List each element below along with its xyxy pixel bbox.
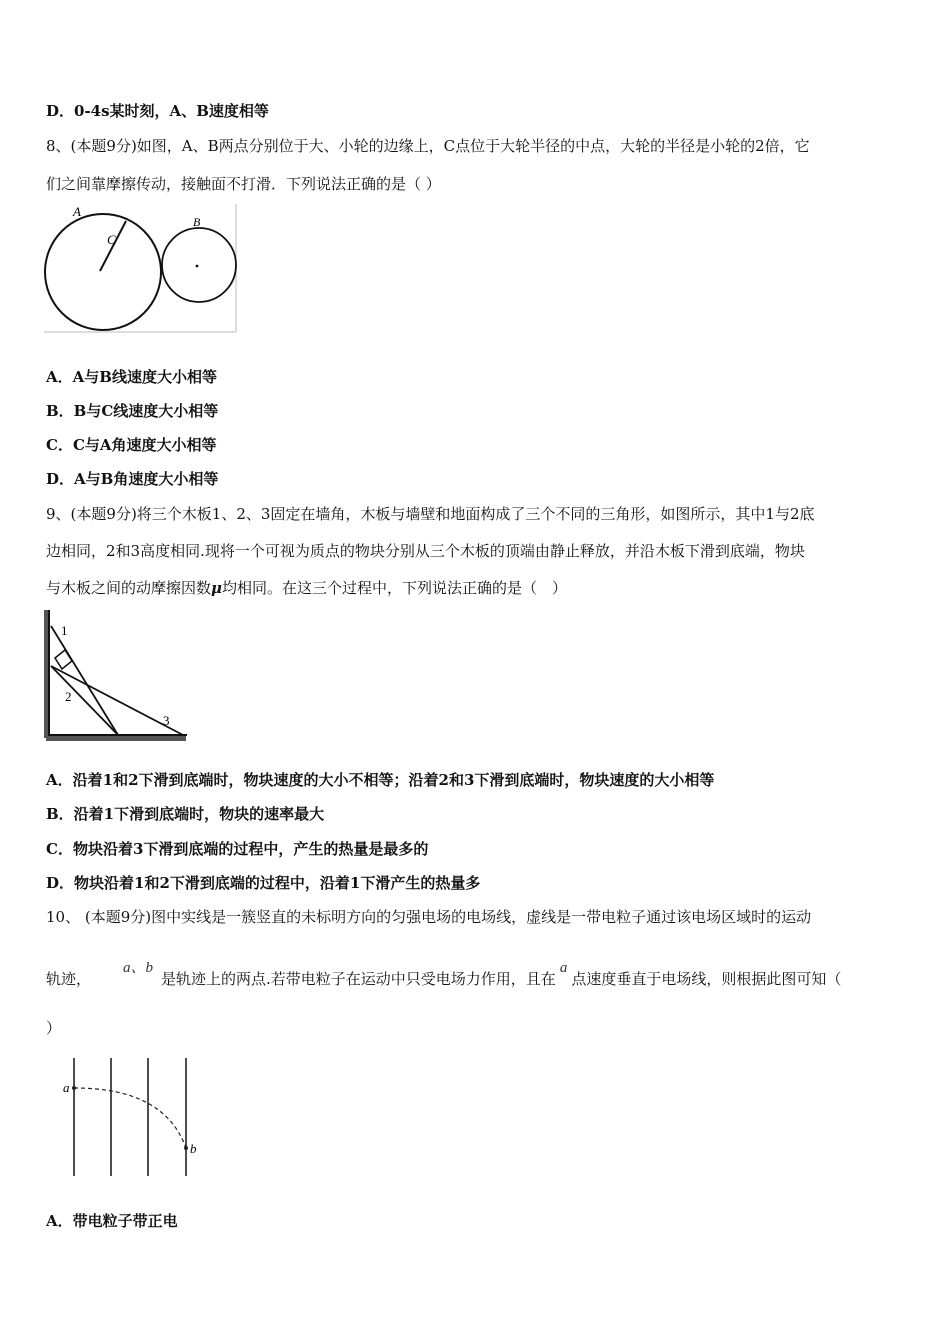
q10-stem-line1: 10、 (本题9分)图中实线是一簇竖直的未标明方向的匀强电场的电场线，虚线是一带电粒子通过该电场区域时的运动 <box>46 908 812 926</box>
q9-stem-line3 <box>46 578 567 598</box>
board-2 <box>51 666 118 735</box>
label-a: A <box>73 204 81 219</box>
block <box>55 650 72 669</box>
q10-stem-line2-post: 点速度垂直于电场线，则根据此图可知（ <box>571 970 842 988</box>
q8-option-d: D．A与B角速度大小相等 <box>46 470 219 488</box>
small-wheel <box>162 228 236 302</box>
mu-symbol: μ <box>211 579 222 597</box>
label-a: a <box>63 1080 70 1095</box>
label-2: 2 <box>65 689 72 704</box>
q8-pulley-figure <box>44 202 240 334</box>
q7-option-d: D．0-4s某时刻，A、B速度相等 <box>46 102 269 120</box>
q9-option-b: B．沿着1下滑到底端时，物块的速率最大 <box>46 805 325 823</box>
point-a <box>72 1086 76 1090</box>
floor-hatch <box>46 736 186 741</box>
q10-stem-line2-mid: 是轨迹上的两点.若带电粒子在运动中只受电场力作用，且在 <box>161 970 556 988</box>
q9-option-c: C．物块沿着3下滑到底端的过程中，产生的热量是最多的 <box>46 840 429 858</box>
label-1: 1 <box>61 623 68 638</box>
q10-field-figure <box>58 1052 208 1180</box>
wall-hatch <box>44 610 48 738</box>
a-symbol: a <box>559 960 568 976</box>
large-wheel <box>45 214 161 330</box>
q8-option-a: A．A与B线速度大小相等 <box>46 368 217 386</box>
q10-stem-line2 <box>46 960 842 990</box>
q8-option-c: C．C与A角速度大小相等 <box>46 436 217 454</box>
q8-option-b: B．B与C线速度大小相等 <box>46 402 219 420</box>
board-1 <box>51 626 118 735</box>
q10-stem-line2-pre: 轨迹， <box>46 970 92 988</box>
q9-stem-line2: 边相同，2和3高度相同.现将一个可视为质点的物块分别从三个木板的顶端由静止释放，并沿木板下滑到底端，物块 <box>46 542 805 560</box>
q10-stem-line3: ） <box>46 1019 62 1037</box>
q9-stem-line1: 9、(本题9分)将三个木板1、2、3固定在墙角，木板与墙壁和地面构成了三个不同的三角形，如图所示，其中1与2底 <box>46 505 815 523</box>
ab-symbols: a、b <box>123 960 154 976</box>
trajectory <box>74 1088 186 1148</box>
label-b: B <box>193 215 201 229</box>
q8-stem-line1: 8、(本题9分)如图，A、B两点分别位于大、小轮的边缘上，C点位于大轮半径的中点，大轮的半径是小轮的2倍，它 <box>46 137 810 155</box>
q9-option-d: D．物块沿着1和2下滑到底端的过程中，沿着1下滑产生的热量多 <box>46 874 481 892</box>
label-c: C <box>107 232 116 247</box>
label-3: 3 <box>163 713 170 728</box>
q9-stem-line3-post: 均相同。在这三个过程中，下列说法正确的是（ ） <box>222 579 568 597</box>
q9-stem-line3-pre: 与木板之间的动摩擦因数 <box>46 579 212 597</box>
q9-option-a: A．沿着1和2下滑到底端时，物块速度的大小不相等；沿着2和3下滑到底端时，物块速度的大小相等 <box>46 771 715 789</box>
q8-stem-line2: 们之间靠摩擦传动，接触面不打滑．下列说法正确的是（ ） <box>46 175 441 193</box>
point-b <box>184 1146 188 1150</box>
q9-boards-figure <box>44 608 190 742</box>
label-b: b <box>190 1141 197 1156</box>
q10-option-a: A．带电粒子带正电 <box>46 1212 178 1230</box>
small-wheel-center <box>196 265 199 268</box>
